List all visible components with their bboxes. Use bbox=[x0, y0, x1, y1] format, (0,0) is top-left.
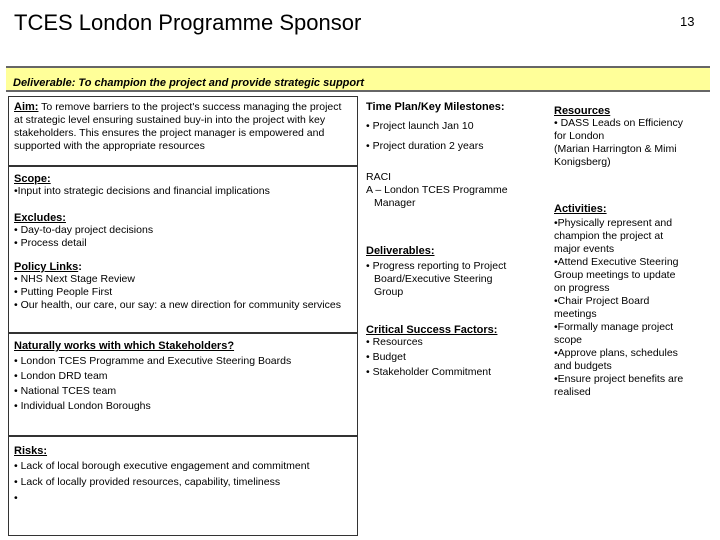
activity-line: •Ensure project benefits are bbox=[554, 373, 684, 385]
aim-box bbox=[8, 96, 358, 166]
resources-item: for London bbox=[554, 130, 605, 142]
scope-label: Scope: bbox=[14, 173, 51, 185]
stakeholder-item: • London TCES Programme and Executive Steering Boards bbox=[14, 355, 292, 367]
stakeholder-item: • Individual London Boroughs bbox=[14, 400, 151, 412]
activities-section bbox=[554, 203, 714, 399]
policy-item: • Our health, our care, our say: a new direction for community services bbox=[14, 299, 341, 311]
deliverable-item-cont: Board/Executive Steering bbox=[374, 273, 493, 285]
activities-label: Activities: bbox=[554, 203, 607, 215]
policy-label: Policy Links bbox=[14, 261, 79, 273]
csf-item: • Budget bbox=[366, 351, 406, 363]
excludes-item: • Day-to-day project decisions bbox=[14, 224, 154, 236]
activity-line: •Formally manage project bbox=[554, 321, 674, 333]
stakeholder-item: • London DRD team bbox=[14, 370, 108, 382]
activity-line: Group meetings to update bbox=[554, 269, 676, 281]
activity-line: •Chair Project Board bbox=[554, 295, 650, 307]
raci-text-cont: Manager bbox=[374, 197, 416, 209]
csf-item: • Resources bbox=[366, 336, 423, 348]
activity-line: major events bbox=[554, 243, 615, 255]
activity-line: champion the project at bbox=[554, 230, 664, 242]
activity-line: on progress bbox=[554, 282, 610, 294]
csf-section bbox=[366, 324, 541, 379]
policy-item: • Putting People First bbox=[14, 286, 113, 298]
activity-line: meetings bbox=[554, 308, 597, 320]
risk-item: • bbox=[14, 492, 18, 504]
policy-item: • NHS Next Stage Review bbox=[14, 273, 135, 285]
page-number: 13 bbox=[680, 14, 695, 29]
milestone-item: • Project launch Jan 10 bbox=[366, 120, 474, 132]
aim-label: Aim: bbox=[14, 101, 39, 113]
risks-label: Risks: bbox=[14, 445, 48, 457]
milestone-item: • Project duration 2 years bbox=[366, 140, 484, 152]
stakeholders-label: Naturally works with which Stakeholders? bbox=[14, 340, 235, 352]
aim-text: To remove barriers to the project's success managing the project at strategic level ensuring sustained buy-in into the project with key stakeholders. This ensures the project manager is empowered and supported with the appropriate resources bbox=[14, 101, 342, 152]
stakeholder-item: • National TCES team bbox=[14, 385, 117, 397]
resources-section bbox=[554, 105, 714, 169]
policy-colon: : bbox=[78, 261, 82, 273]
stakeholders-box bbox=[8, 333, 358, 436]
raci-text: A – London TCES Programme bbox=[366, 184, 508, 196]
excludes-label: Excludes: bbox=[14, 212, 66, 224]
deliverable-item-cont: Group bbox=[374, 286, 404, 298]
deliverables-section bbox=[366, 245, 541, 299]
deliverables-label: Deliverables: bbox=[366, 245, 435, 257]
scope-box bbox=[8, 166, 358, 333]
deliverable-item: • Progress reporting to Project bbox=[366, 260, 507, 272]
scope-item: •Input into strategic decisions and financial implications bbox=[14, 185, 270, 197]
activity-line: •Approve plans, schedules bbox=[554, 347, 678, 359]
csf-item: • Stakeholder Commitment bbox=[366, 366, 492, 378]
excludes-item: • Process detail bbox=[14, 237, 87, 249]
activity-line: and budgets bbox=[554, 360, 612, 372]
raci-section bbox=[366, 171, 541, 210]
raci-label: RACI bbox=[366, 171, 392, 183]
resources-label: Resources bbox=[554, 105, 611, 117]
activity-line: •Attend Executive Steering bbox=[554, 256, 679, 268]
csf-label: Critical Success Factors: bbox=[366, 324, 498, 336]
risk-item: • Lack of local borough executive engagement and commitment bbox=[14, 460, 310, 472]
resources-item: (Marian Harrington & Mimi bbox=[554, 143, 677, 155]
resources-item: • DASS Leads on Efficiency bbox=[554, 117, 683, 129]
slide-title: TCES London Programme Sponsor bbox=[14, 10, 362, 35]
milestones-label: Time Plan/Key Milestones: bbox=[366, 101, 505, 113]
resources-item: Konigsberg) bbox=[554, 156, 611, 168]
activity-line: •Physically represent and bbox=[554, 217, 673, 229]
risks-box bbox=[8, 436, 358, 536]
activity-line: realised bbox=[554, 386, 591, 398]
milestones-section bbox=[366, 101, 541, 153]
risk-item: • Lack of locally provided resources, capability, timeliness bbox=[14, 476, 281, 488]
activity-line: scope bbox=[554, 334, 583, 346]
deliverable-banner: Deliverable: To champion the project and provide strategic support bbox=[6, 66, 710, 92]
